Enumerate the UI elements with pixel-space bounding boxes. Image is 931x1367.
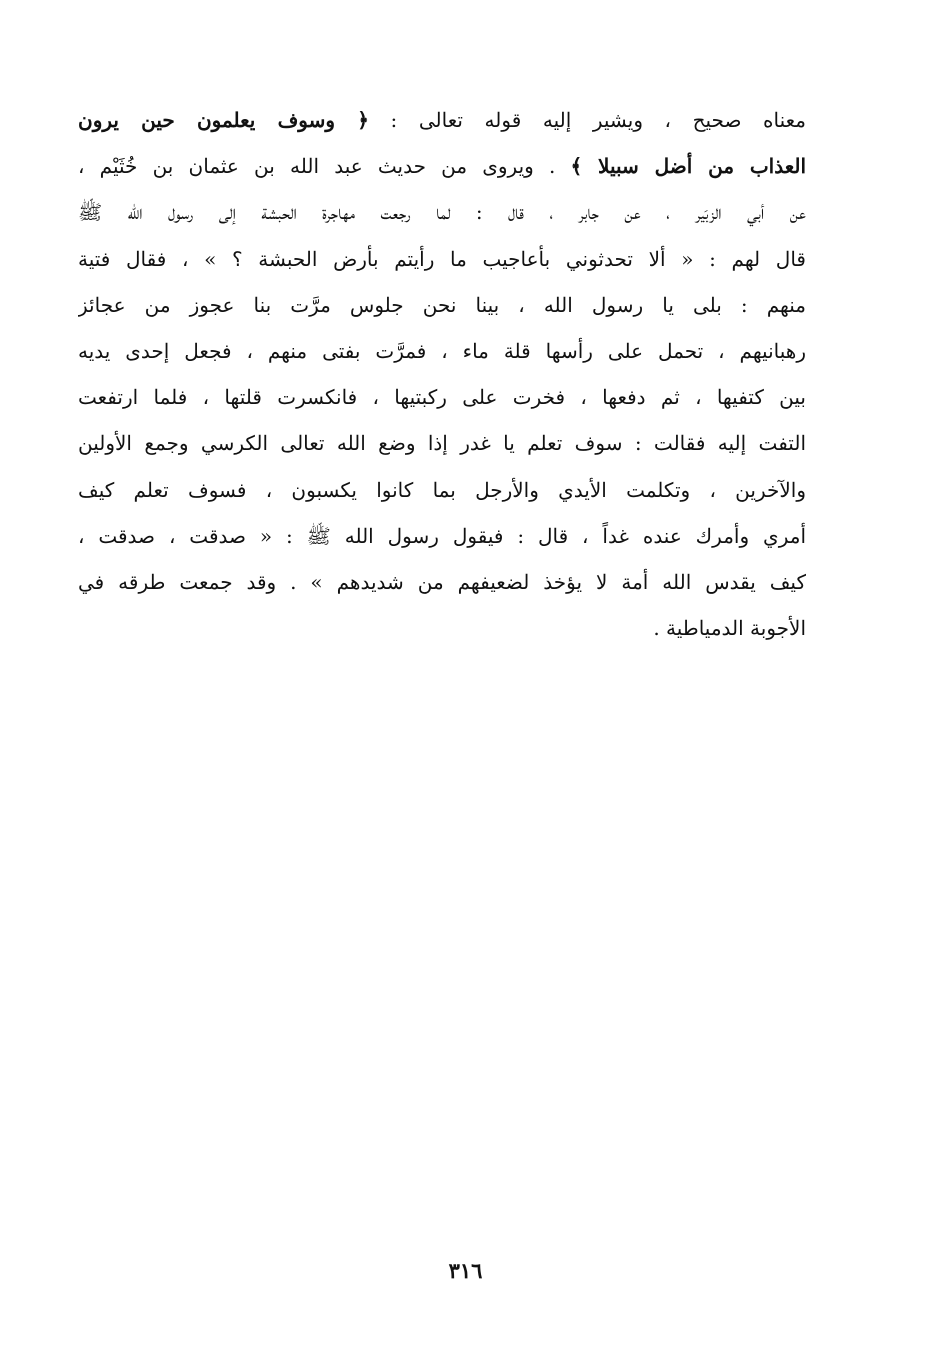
text-line [78, 97, 806, 143]
text-run: معناه صحيح ، ويشير إليه قوله تعالى : [368, 108, 806, 132]
text-line [78, 143, 806, 189]
quran-quote: ﴿ وسوف يعلمون حين يرون [78, 108, 369, 132]
text-run: . ويروى من حديث عبد الله بن عثمان بن خُثَيْم ، [78, 154, 571, 179]
text-line: كيف يقدس الله أمة لا يؤخذ لضعيفهم من شديدهم » . وقد جمعت طرقه في [78, 569, 806, 594]
text-line: عن أبي الزبَير ، عن جابر ، قال : لما رجعت مهاجرة الحبشة إلى رسول الله ﷺ [78, 200, 806, 225]
text-line: التفت إليه فقالت : سوف تعلم يا غدر إذا وضع الله تعالى الكرسي وجمع الأولين [78, 431, 806, 456]
page-number: ٣١٦ [448, 1258, 483, 1283]
text-line: بين كتفيها ، ثم دفعها ، فخرت على ركبتيها ، فانكسرت قلتها ، فلما ارتفعت [78, 385, 806, 410]
body-text [78, 97, 806, 651]
text-line: قال لهم : « ألا تحدثوني بأعاجيب ما رأيتم بأرض الحبشة ؟ » ، فقال فتية [78, 246, 806, 271]
text-line: الأجوبة الدمياطية . [653, 616, 806, 641]
text-line: منهم : بلى يا رسول الله ، بينا نحن جلوس مرَّت بنا عجوز من عجائز [78, 292, 806, 317]
text-line: والآخرين ، وتكلمت الأيدي والأرجل بما كانوا يكسبون ، فسوف تعلم كيف [78, 477, 806, 502]
text-line: رهبانيهم ، تحمل على رأسها قلة ماء ، فمرَّت بفتى منهم ، فجعل إحدى يديه [78, 338, 806, 363]
text-line: أمري وأمرك عنده غداً ، قال : فيقول رسول الله ﷺ : « صدقت ، صدقت ، [78, 523, 806, 548]
quran-quote: العذاب من أضل سبيلا ﴾ [570, 154, 806, 179]
